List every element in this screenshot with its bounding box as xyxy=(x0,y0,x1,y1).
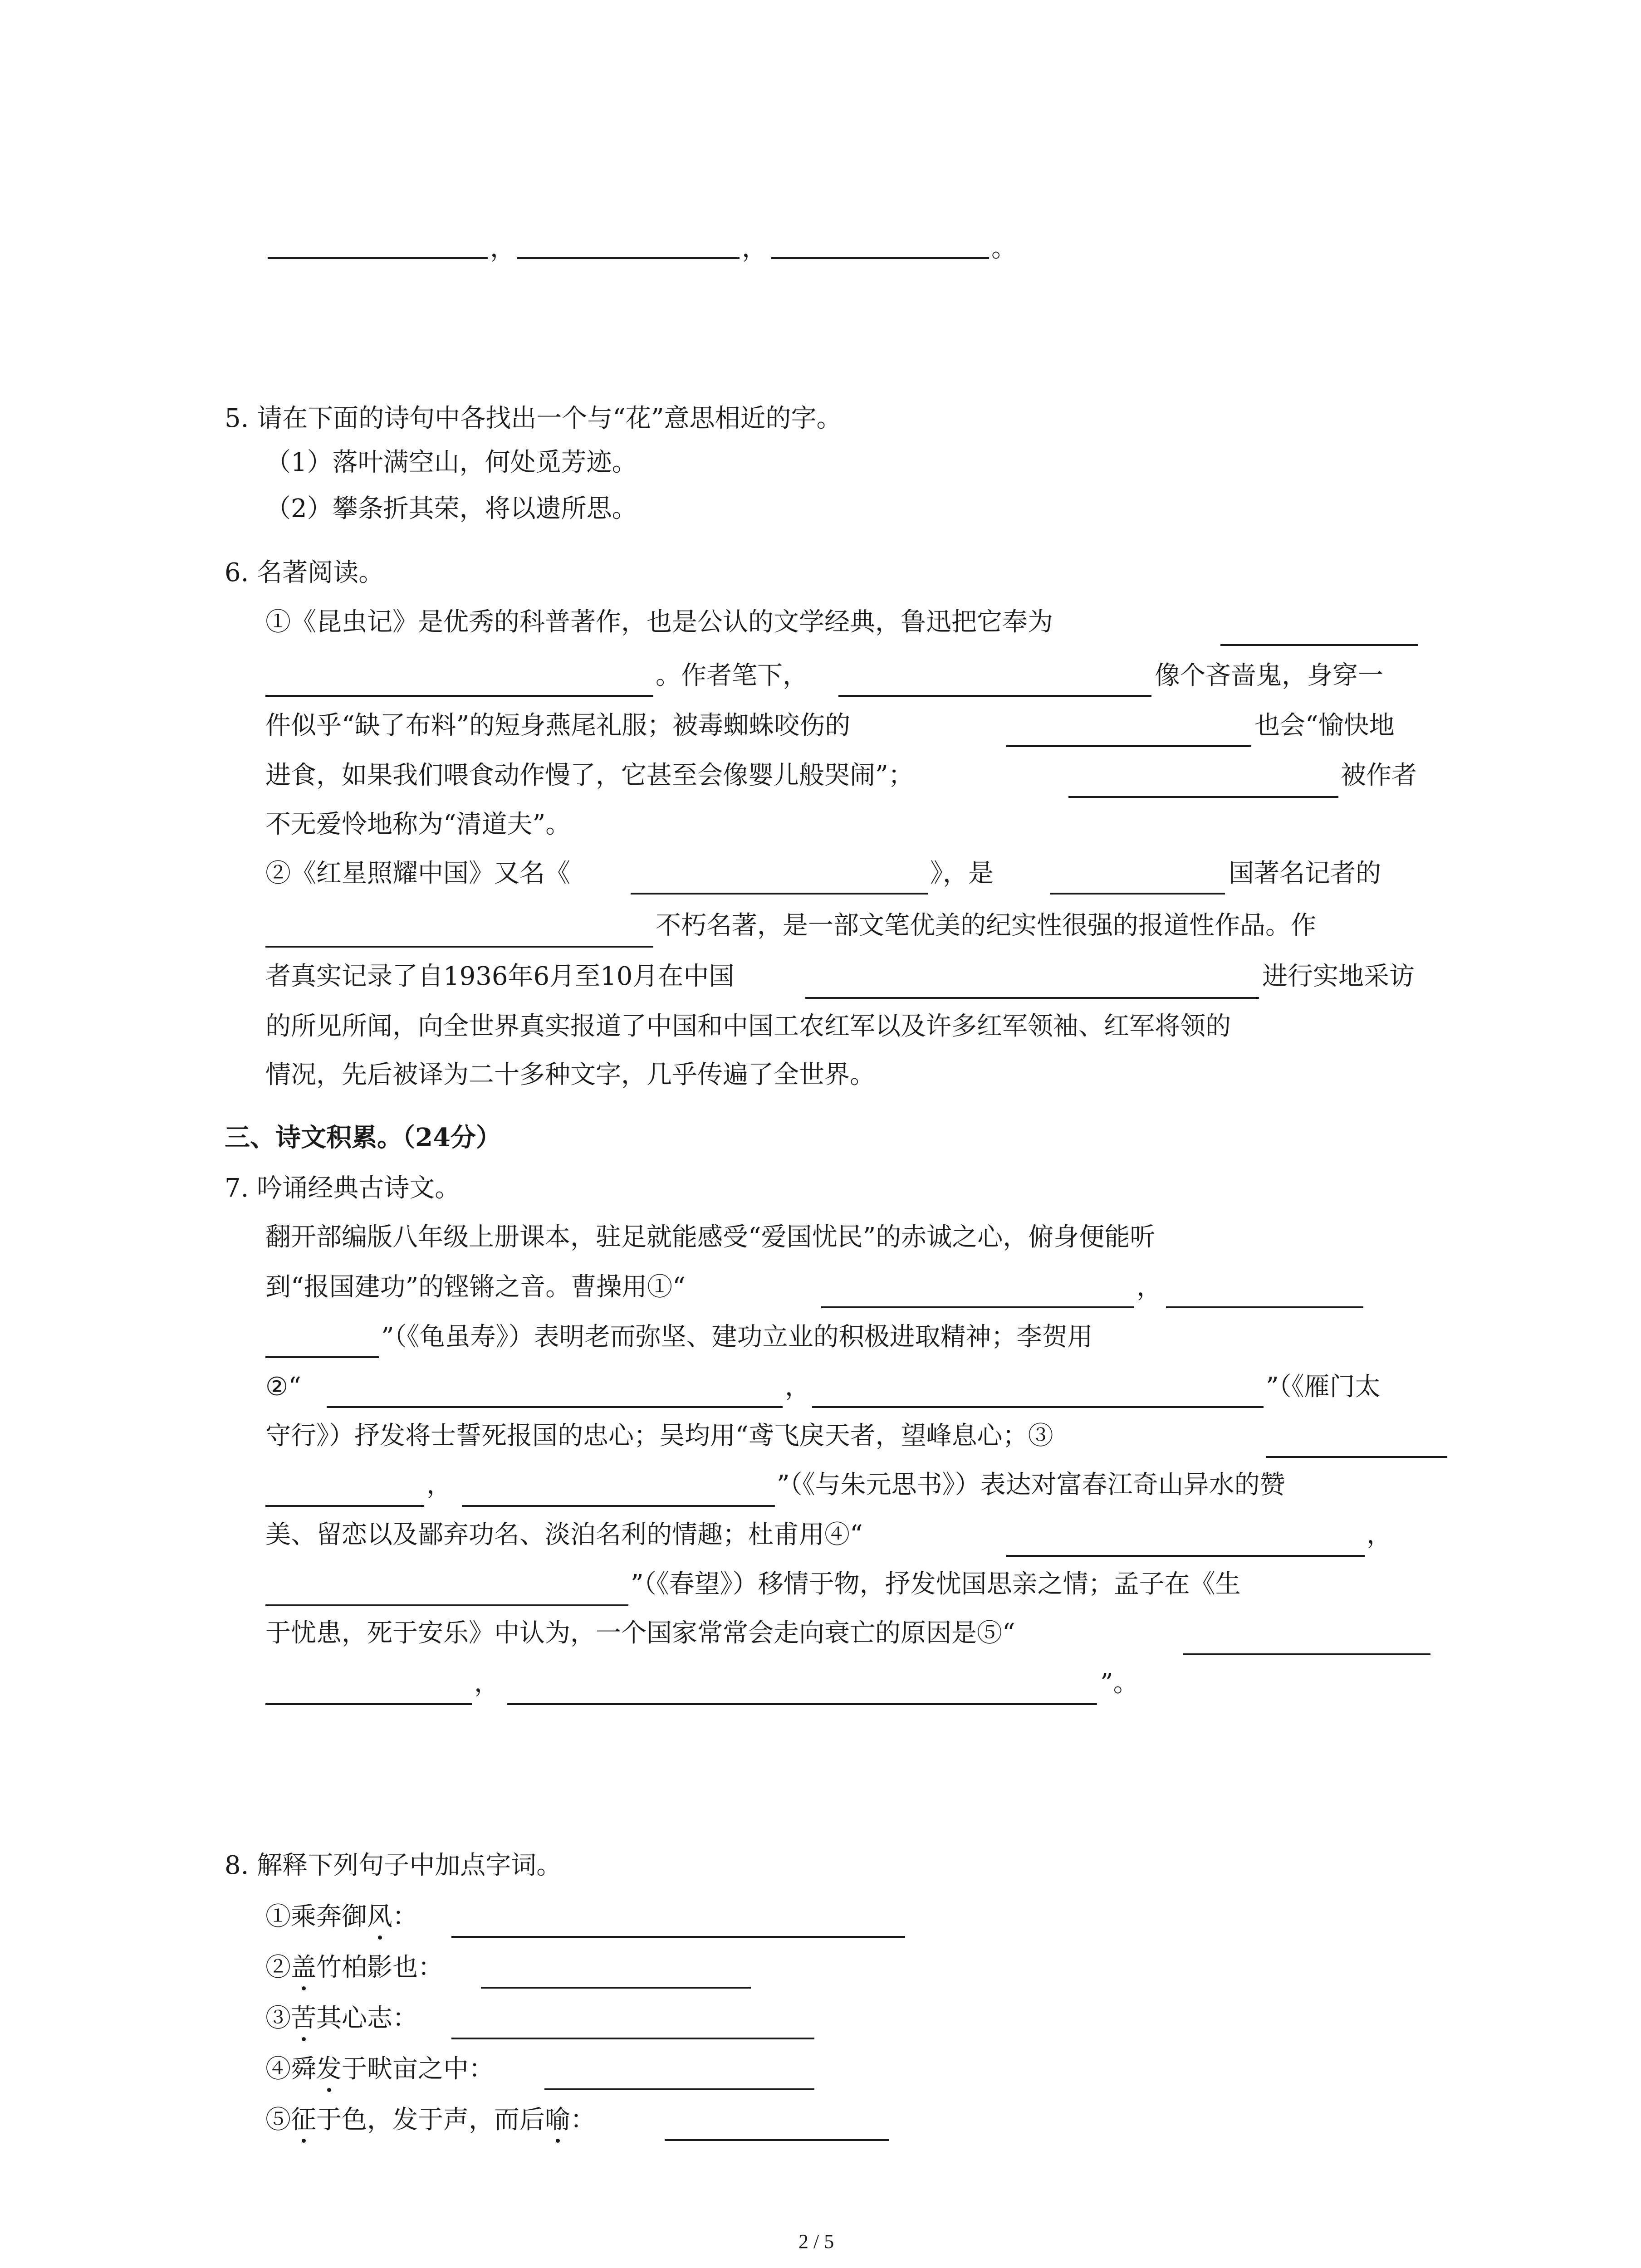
blank-line[interactable] xyxy=(1006,1555,1365,1557)
q7-text: 美、留恋以及鄙弃功名、淡泊名利的情趣；杜甫用④“ xyxy=(265,1520,863,1549)
q7-title: 7. 吟诵经典古诗文。 xyxy=(225,1173,460,1203)
comma: ， xyxy=(1136,1272,1162,1302)
q6-a-text: 像个吝啬鬼，身穿一 xyxy=(1155,661,1383,690)
blank-line[interactable] xyxy=(821,1306,1134,1308)
emphasis-char: 征 xyxy=(291,2105,316,2135)
q7-text: 到“报国建功”的铿锵之音。曹操用①“ xyxy=(265,1272,686,1302)
q6-b-text: ②《红星照耀中国》又名《 xyxy=(265,859,570,888)
blank-line[interactable] xyxy=(517,257,740,259)
q6-a-text: 。作者笔下， xyxy=(656,661,808,690)
q7-text: 于忧患，死于安乐》中认为，一个国家常常会走向衰亡的原因是⑤“ xyxy=(265,1618,1015,1648)
blank-line[interactable] xyxy=(838,695,1151,697)
emphasis-char: 发 xyxy=(316,2054,342,2084)
q6-a-text: 件似乎“缺了布料”的短身燕尾礼服；被毒蜘蛛咬伤的 xyxy=(265,711,851,740)
q6-b-text: 不朽名著，是一部文笔优美的纪实性很强的报道性作品。作 xyxy=(656,911,1316,940)
blank-line[interactable] xyxy=(268,257,488,259)
answer-line[interactable] xyxy=(451,1936,905,1938)
blank-line[interactable] xyxy=(462,1505,775,1507)
page-number: 2 / 5 xyxy=(798,2230,834,2253)
answer-line[interactable] xyxy=(481,1987,751,1989)
q7-text: ”（《春望》）移情于物，抒发忧国思亲之情；孟子在《生 xyxy=(631,1569,1241,1599)
emphasis-char: 盖 xyxy=(291,1953,316,1982)
q8-item: ①乘奔御风： xyxy=(265,1902,418,1931)
emphasis-char: 喻 xyxy=(545,2105,570,2135)
blank-line[interactable] xyxy=(1220,644,1418,646)
blank-line[interactable] xyxy=(1266,1456,1447,1458)
blank-line[interactable] xyxy=(265,1703,472,1705)
blank-line[interactable] xyxy=(1166,1306,1363,1308)
q7-text: 守行》）抒发将士誓死报国的忠心；吴均用“鸢飞戾天者，望峰息心；③ xyxy=(265,1421,1053,1451)
blank-line[interactable] xyxy=(771,257,989,259)
q5-title: 5. 请在下面的诗句中各找出一个与“花”意思相近的字。 xyxy=(225,404,842,433)
emphasis-char: 苦 xyxy=(291,2004,316,2033)
q6-b-text: 进行实地采访 xyxy=(1262,962,1415,991)
q7-text: ”（《雁门太 xyxy=(1266,1372,1381,1402)
comma: ， xyxy=(742,234,767,263)
q8-item: ⑤征于色，发于声，而后喻： xyxy=(265,2105,596,2135)
blank-line[interactable] xyxy=(1068,796,1338,798)
q6-a-text: 进食，如果我们喂食动作慢了，它甚至会像婴儿般哭闹”； xyxy=(265,761,914,790)
q6-a-line-1: ①《昆虫记》是优秀的科普著作，也是公认的文学经典，鲁迅把它奉为 xyxy=(265,607,1053,637)
comma: ， xyxy=(490,234,515,263)
q6-b-text: 情况，先后被译为二十多种文字，几乎传遍了全世界。 xyxy=(265,1060,875,1090)
blank-line[interactable] xyxy=(631,893,928,894)
blank-line[interactable] xyxy=(265,1604,628,1606)
q7-text: ②“ xyxy=(265,1372,301,1402)
q6-a-text: 被作者 xyxy=(1341,761,1417,790)
blank-line[interactable] xyxy=(265,695,653,697)
q8-item: ④舜发于畎亩之中： xyxy=(265,2054,494,2084)
comma: ， xyxy=(426,1470,452,1500)
q8-item: ③苦其心志： xyxy=(265,2004,418,2033)
q5-line-2: （2）攀条折其荣，将以遗所思。 xyxy=(265,494,637,523)
q6-b-text: 的所见所闻，向全世界真实报道了中国和中国工农红军以及许多红军领袖、红军将领的 xyxy=(265,1012,1231,1041)
comma: ， xyxy=(474,1668,500,1698)
q7-text: ”（《与朱元思书》）表达对富春江奇山异水的赞 xyxy=(777,1470,1285,1500)
q7-text: 翻开部编版八年级上册课本，驻足就能感受“爱国忧民”的赤诚之心，俯身便能听 xyxy=(265,1222,1156,1252)
q5-line-1: （1）落叶满空山，何处觅芳迹。 xyxy=(265,448,637,477)
blank-line[interactable] xyxy=(265,946,653,948)
blank-line[interactable] xyxy=(812,1406,1264,1408)
blank-line[interactable] xyxy=(1183,1653,1430,1655)
blank-line[interactable] xyxy=(805,997,1259,999)
blank-line[interactable] xyxy=(1050,893,1225,894)
emphasis-char: 风 xyxy=(367,1902,392,1931)
blank-line[interactable] xyxy=(265,1505,424,1507)
q6-b-text: 》，是 xyxy=(930,859,994,888)
comma: ， xyxy=(1367,1520,1392,1549)
section-heading: 三、诗文积累。（24分） xyxy=(225,1123,501,1153)
blank-line[interactable] xyxy=(265,1356,379,1358)
q8-item: ②盖竹柏影也： xyxy=(265,1953,443,1982)
blank-line[interactable] xyxy=(507,1703,1097,1705)
answer-line[interactable] xyxy=(544,2088,814,2090)
q6-a-text: 不无爱怜地称为“清道夫”。 xyxy=(265,810,571,839)
q8-title: 8. 解释下列句子中加点字词。 xyxy=(225,1851,562,1880)
period: 。 xyxy=(991,234,1017,263)
q7-text: ”（《龟虽寿》）表明老而弥坚、建功立业的积极进取精神；李贺用 xyxy=(381,1322,1093,1352)
q6-title: 6. 名著阅读。 xyxy=(225,558,384,587)
q6-a-text: 也会“愉快地 xyxy=(1254,711,1395,740)
blank-line[interactable] xyxy=(1006,745,1251,747)
answer-line[interactable] xyxy=(665,2139,889,2141)
q6-b-text: 国著名记者的 xyxy=(1229,859,1381,888)
q6-b-text: 者真实记录了自1936年6月至10月在中国 xyxy=(265,962,735,991)
comma: ， xyxy=(785,1372,810,1402)
q7-text: ”。 xyxy=(1100,1668,1139,1698)
answer-line[interactable] xyxy=(451,2038,814,2039)
blank-line[interactable] xyxy=(327,1406,783,1408)
